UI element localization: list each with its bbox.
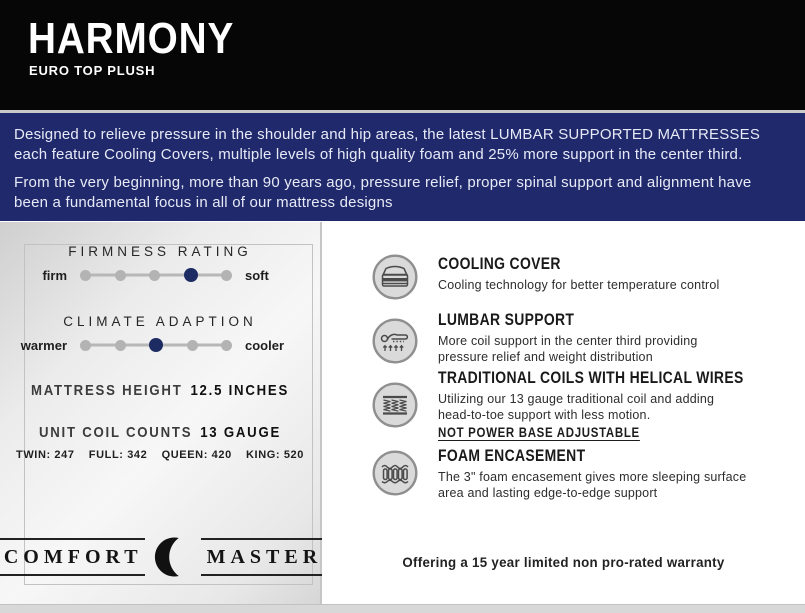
warranty-note: Offering a 15 year limited non pro-rated warranty <box>402 554 725 570</box>
slider-dot <box>80 270 91 281</box>
specs-panel <box>0 222 322 605</box>
slider-dot <box>221 270 232 281</box>
slider-dot <box>115 270 126 281</box>
climate-slider-track <box>80 336 232 354</box>
feature-title: LUMBAR SUPPORT <box>438 310 575 329</box>
climate-right-label: cooler <box>245 337 285 353</box>
header <box>0 0 805 110</box>
mattress-height-value: 12.5 INCHES <box>190 382 290 399</box>
intro-paragraph-1: Designed to relieve pressure in the shoulder and hip areas, the latest LUMBAR SUPPORTED MATTRESSES each feature Cooling Covers, multiple levels of high quality foam and 25% more support in the center third. <box>14 126 761 163</box>
feature-description: The 3" foam encasement gives more sleeping surface area and lasting edge-to-edge support <box>438 470 747 501</box>
feature-title: TRADITIONAL COILS WITH HELICAL WIRES <box>438 368 744 387</box>
feature-description: Cooling technology for better temperature control <box>438 278 720 292</box>
slider-dot-selected <box>184 268 198 282</box>
firmness-left-label: firm <box>42 267 67 283</box>
product-subtitle: EURO TOP PLUSH <box>29 63 156 78</box>
feature-traditional-coils <box>372 368 805 428</box>
coil-springs-icon <box>372 382 418 428</box>
power-base-note: NOT POWER BASE ADJUSTABLE <box>438 425 640 440</box>
climate-adaption-title: CLIMATE ADAPTION <box>63 314 257 329</box>
mattress-height-line <box>19 382 301 399</box>
mattress-layers-icon <box>372 254 418 300</box>
slider-dot-selected <box>149 338 163 352</box>
firmness-right-label: soft <box>245 267 269 283</box>
coil-counts-label: UNIT COIL COUNTS <box>38 424 193 441</box>
feature-title: COOLING COVER <box>438 254 561 273</box>
slider-dot <box>187 340 198 351</box>
firmness-slider <box>0 266 322 284</box>
features-panel <box>322 222 805 605</box>
bottom-strip <box>0 604 805 613</box>
king-coil-count: KING: 520 <box>246 449 304 461</box>
climate-left-label: warmer <box>20 337 67 353</box>
coil-counts-by-size <box>0 449 322 461</box>
climate-slider <box>0 336 322 354</box>
feature-foam-encasement <box>372 446 805 502</box>
queen-coil-count: QUEEN: 420 <box>161 449 232 461</box>
twin-coil-count: TWIN: 247 <box>16 449 75 461</box>
coil-counts-line <box>19 424 301 441</box>
firmness-slider-track <box>80 266 232 284</box>
firmness-rating-title: FIRMNESS RATING <box>68 244 252 259</box>
slider-dot <box>221 340 232 351</box>
full-coil-count: FULL: 342 <box>88 449 148 461</box>
feature-description: More coil support in the center third providing pressure relief and weight distribution <box>438 334 698 365</box>
slider-dot <box>80 340 91 351</box>
feature-description: Utilizing our 13 gauge traditional coil and adding head-to-toe support with less motion. <box>438 392 715 423</box>
coil-gauge-value: 13 GAUGE <box>200 424 282 441</box>
crescent-moon-icon <box>153 534 193 580</box>
foam-encased-coils-icon <box>372 450 418 496</box>
feature-cooling-cover <box>372 254 805 300</box>
product-name: HARMONY <box>28 14 235 63</box>
comfort-master-logo <box>0 534 322 580</box>
intro-banner <box>0 113 805 221</box>
intro-paragraph-2: From the very beginning, more than 90 years ago, pressure relief, proper spinal support and alignment have been a fundamental focus in all of our mattress designs <box>14 174 752 211</box>
feature-title: FOAM ENCASEMENT <box>438 446 586 465</box>
sleeper-support-icon <box>372 318 418 364</box>
logo-word-master: MASTER <box>201 538 325 576</box>
slider-dot <box>149 270 160 281</box>
logo-word-comfort: COMFORT <box>0 538 145 576</box>
feature-lumbar-support <box>372 310 805 366</box>
slider-dot <box>115 340 126 351</box>
mattress-height-label: MATTRESS HEIGHT <box>30 382 183 399</box>
